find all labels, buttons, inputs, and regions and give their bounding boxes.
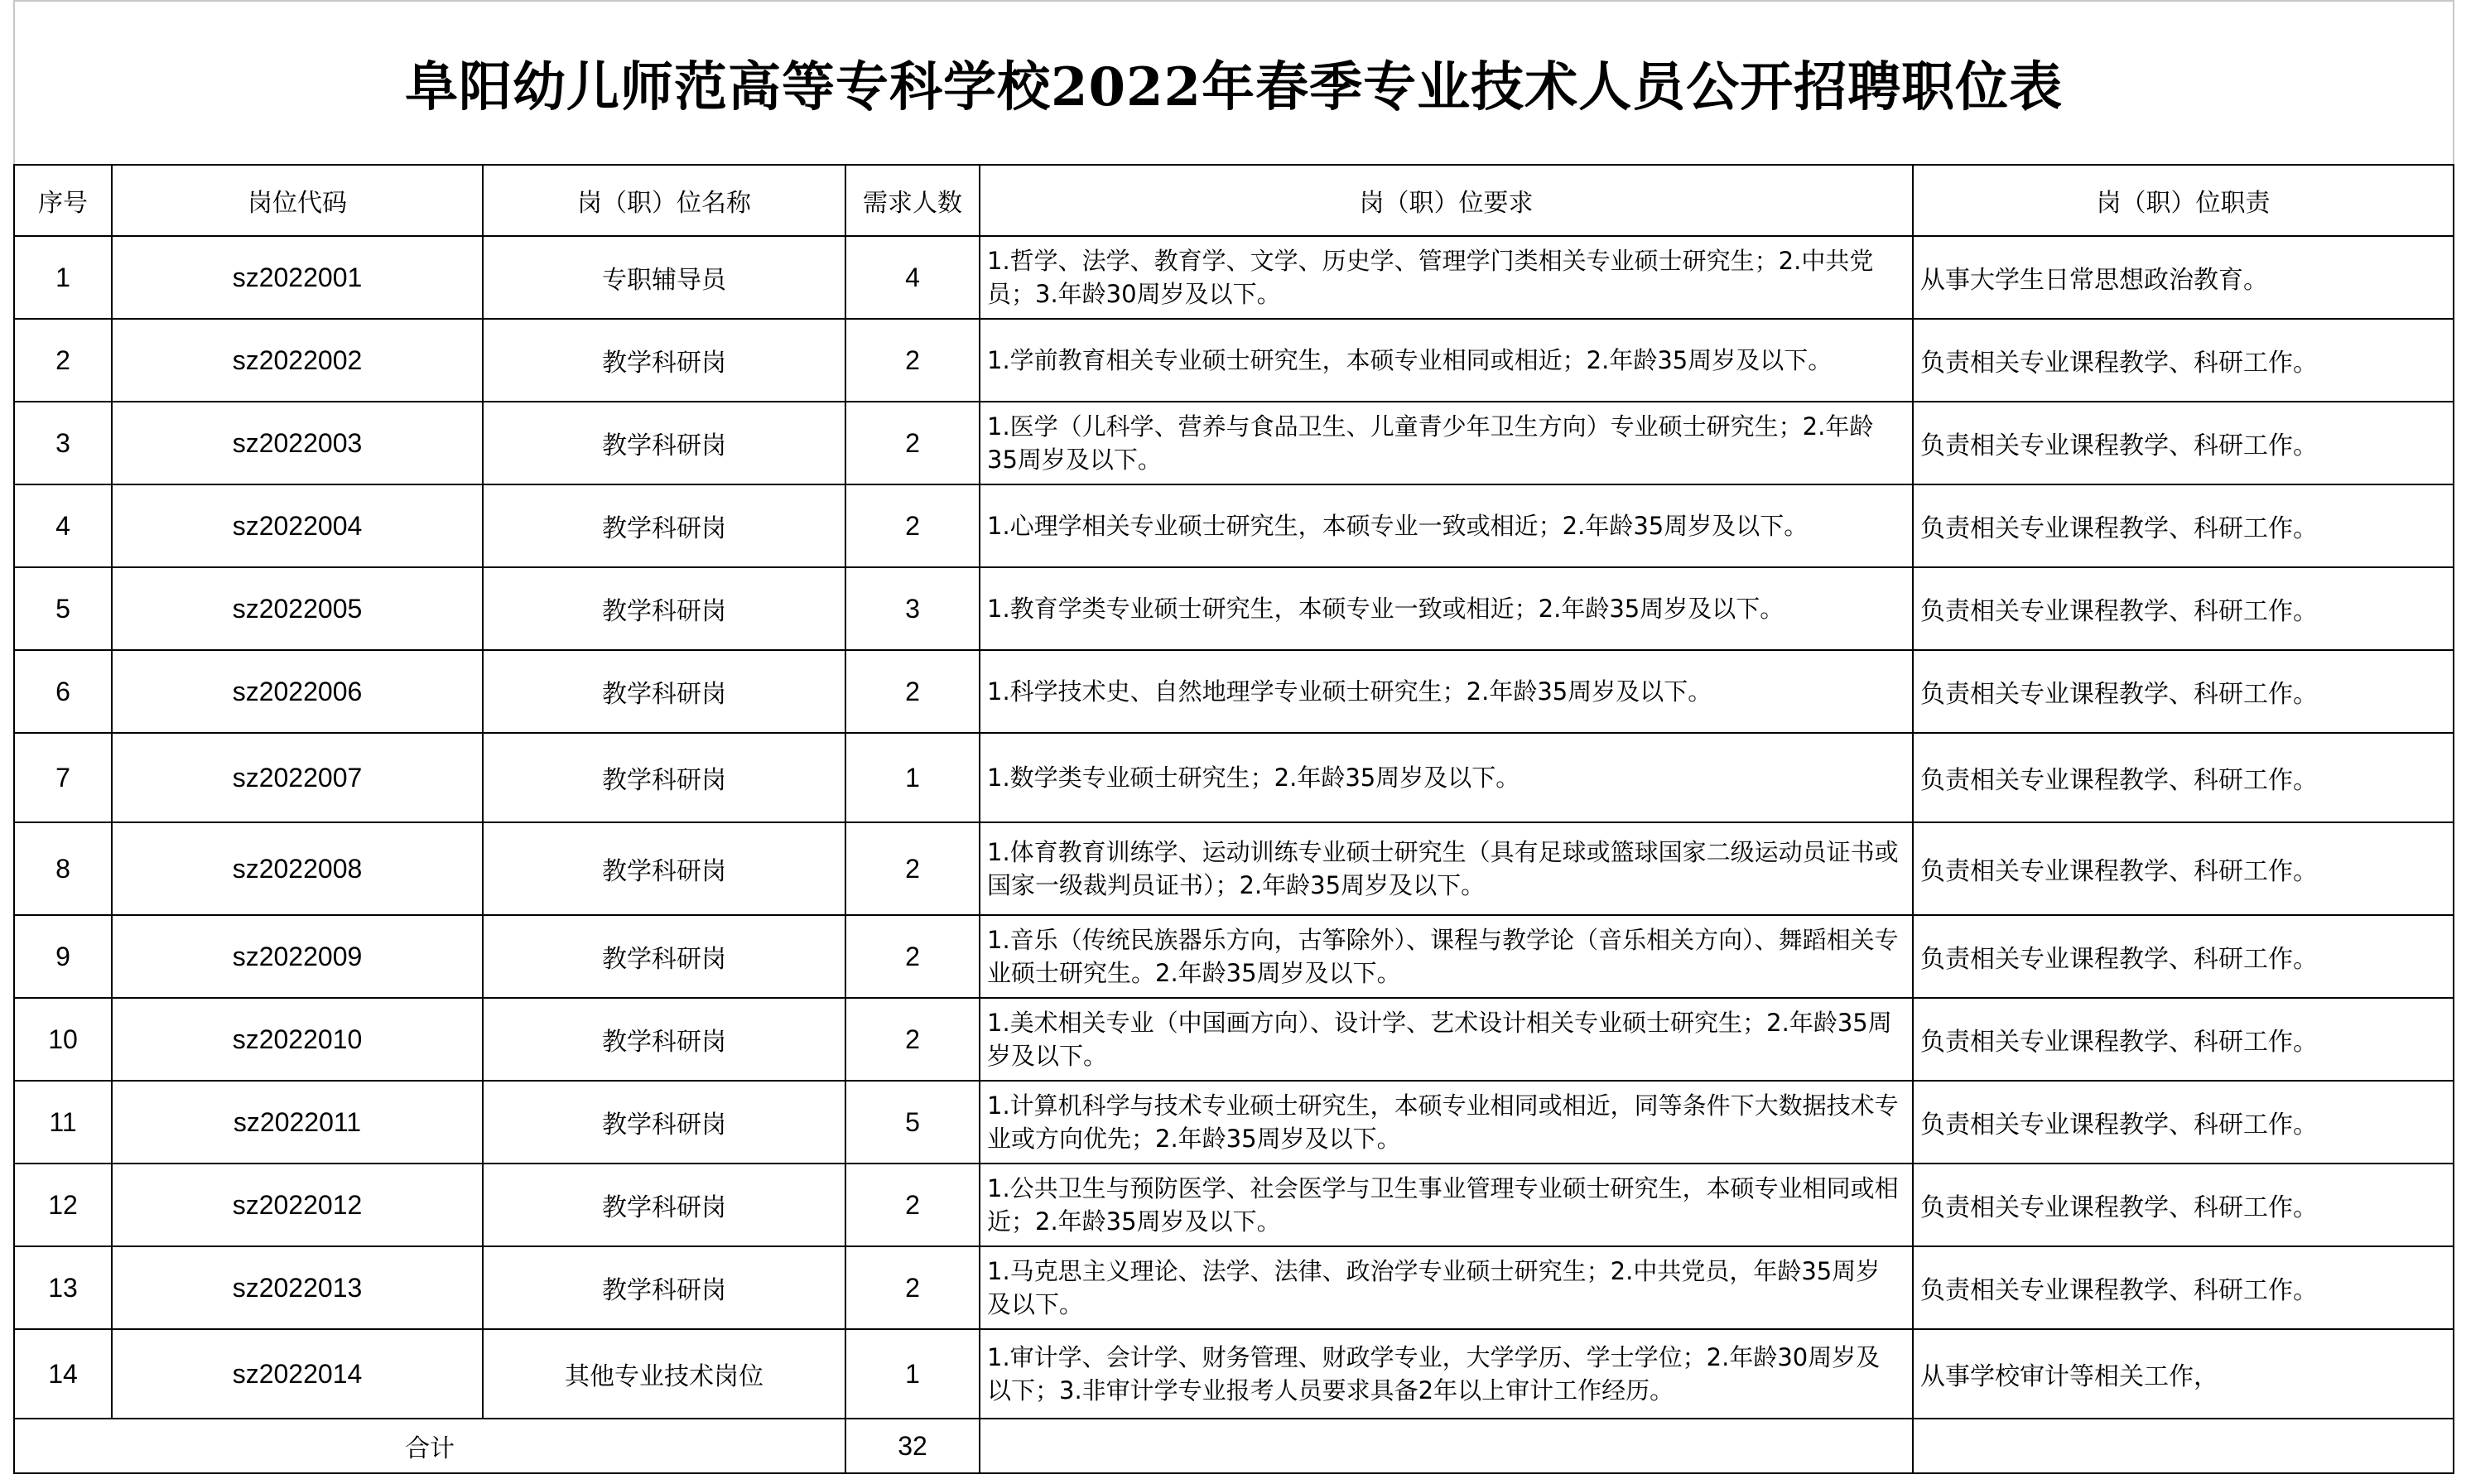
table-row [14, 650, 2454, 733]
cell-duties: 负责相关专业课程教学、科研工作。 [1913, 567, 2454, 650]
cell-requirements: 1.公共卫生与预防医学、社会医学与卫生事业管理专业硕士研究生，本硕专业相同或相近；2.年龄35周岁及以下。 [980, 1164, 1913, 1246]
table-row [14, 998, 2454, 1081]
title-row [14, 1, 2454, 165]
cell-requirements: 1.审计学、会计学、财务管理、财政学专业，大学学历、学士学位；2.年龄30周岁及以下；3.非审计学专业报考人员要求具备2年以上审计工作经历。 [980, 1329, 1913, 1419]
cell-duties: 负责相关专业课程教学、科研工作。 [1913, 1164, 2454, 1246]
cell-requirements: 1.心理学相关专业硕士研究生，本硕专业一致或相近；2.年龄35周岁及以下。 [980, 484, 1913, 567]
cell-duties: 负责相关专业课程教学、科研工作。 [1913, 915, 2454, 998]
cell-index: 7 [14, 733, 112, 822]
cell-code: sz2022013 [112, 1246, 483, 1329]
cell-position-name: 教学科研岗 [483, 1164, 845, 1246]
cell-requirements: 1.科学技术史、自然地理学专业硕士研究生；2.年龄35周岁及以下。 [980, 650, 1913, 733]
cell-count: 2 [845, 402, 980, 484]
cell-requirements: 1.音乐（传统民族器乐方向，古筝除外）、课程与教学论（音乐相关方向）、舞蹈相关专业硕士研究生。2.年龄35周岁及以下。 [980, 915, 1913, 998]
cell-code: sz2022014 [112, 1329, 483, 1419]
table-row [14, 319, 2454, 402]
cell-duties: 负责相关专业课程教学、科研工作。 [1913, 319, 2454, 402]
cell-count: 2 [845, 915, 980, 998]
page-title: 阜阳幼儿师范高等专科学校2022年春季专业技术人员公开招聘职位表 [14, 1, 2454, 165]
header-duties: 岗（职）位职责 [1913, 165, 2454, 236]
cell-index: 13 [14, 1246, 112, 1329]
cell-code: sz2022008 [112, 822, 483, 915]
cell-count: 2 [845, 998, 980, 1081]
header-row [14, 165, 2454, 236]
cell-index: 5 [14, 567, 112, 650]
cell-duties: 从事大学生日常思想政治教育。 [1913, 236, 2454, 319]
cell-position-name: 教学科研岗 [483, 319, 845, 402]
cell-code: sz2022002 [112, 319, 483, 402]
cell-requirements: 1.计算机科学与技术专业硕士研究生，本硕专业相同或相近，同等条件下大数据技术专业或方向优先；2.年龄35周岁及以下。 [980, 1081, 1913, 1164]
cell-index: 1 [14, 236, 112, 319]
table-row [14, 1329, 2454, 1419]
cell-count: 4 [845, 236, 980, 319]
cell-position-name: 教学科研岗 [483, 650, 845, 733]
cell-count: 2 [845, 650, 980, 733]
total-row [14, 1419, 2454, 1473]
table-row [14, 402, 2454, 484]
cell-index: 3 [14, 402, 112, 484]
cell-requirements: 1.美术相关专业（中国画方向）、设计学、艺术设计相关专业硕士研究生；2.年龄35周岁及以下。 [980, 998, 1913, 1081]
table-row [14, 1081, 2454, 1164]
cell-code: sz2022001 [112, 236, 483, 319]
cell-index: 14 [14, 1329, 112, 1419]
cell-requirements: 1.马克思主义理论、法学、法律、政治学专业硕士研究生；2.中共党员，年龄35周岁及以下。 [980, 1246, 1913, 1329]
cell-duties: 负责相关专业课程教学、科研工作。 [1913, 402, 2454, 484]
cell-position-name: 教学科研岗 [483, 998, 845, 1081]
cell-duties: 负责相关专业课程教学、科研工作。 [1913, 998, 2454, 1081]
table-row [14, 236, 2454, 319]
header-code: 岗位代码 [112, 165, 483, 236]
header-requirements: 岗（职）位要求 [980, 165, 1913, 236]
cell-requirements: 1.教育学类专业硕士研究生，本硕专业一致或相近；2.年龄35周岁及以下。 [980, 567, 1913, 650]
cell-position-name: 教学科研岗 [483, 484, 845, 567]
cell-count: 1 [845, 733, 980, 822]
cell-index: 8 [14, 822, 112, 915]
header-count: 需求人数 [845, 165, 980, 236]
cell-position-name: 教学科研岗 [483, 822, 845, 915]
cell-duties: 负责相关专业课程教学、科研工作。 [1913, 733, 2454, 822]
cell-duties: 负责相关专业课程教学、科研工作。 [1913, 822, 2454, 915]
positions-table [13, 0, 2454, 1474]
cell-position-name: 教学科研岗 [483, 1081, 845, 1164]
cell-duties: 负责相关专业课程教学、科研工作。 [1913, 650, 2454, 733]
table-row [14, 733, 2454, 822]
cell-index: 6 [14, 650, 112, 733]
cell-index: 4 [14, 484, 112, 567]
cell-code: sz2022010 [112, 998, 483, 1081]
cell-count: 2 [845, 1246, 980, 1329]
cell-index: 10 [14, 998, 112, 1081]
cell-count: 2 [845, 1164, 980, 1246]
header-index: 序号 [14, 165, 112, 236]
cell-position-name: 其他专业技术岗位 [483, 1329, 845, 1419]
cell-requirements: 1.哲学、法学、教育学、文学、历史学、管理学门类相关专业硕士研究生；2.中共党员；3.年龄30周岁及以下。 [980, 236, 1913, 319]
total-empty-duties [1913, 1419, 2454, 1473]
cell-code: sz2022004 [112, 484, 483, 567]
cell-code: sz2022006 [112, 650, 483, 733]
table-row [14, 484, 2454, 567]
cell-code: sz2022007 [112, 733, 483, 822]
cell-code: sz2022012 [112, 1164, 483, 1246]
cell-duties: 负责相关专业课程教学、科研工作。 [1913, 1246, 2454, 1329]
cell-position-name: 教学科研岗 [483, 1246, 845, 1329]
cell-count: 1 [845, 1329, 980, 1419]
cell-requirements: 1.数学类专业硕士研究生；2.年龄35周岁及以下。 [980, 733, 1913, 822]
cell-code: sz2022009 [112, 915, 483, 998]
cell-position-name: 专职辅导员 [483, 236, 845, 319]
cell-count: 2 [845, 319, 980, 402]
total-count: 32 [845, 1419, 980, 1473]
cell-duties: 负责相关专业课程教学、科研工作。 [1913, 484, 2454, 567]
cell-index: 2 [14, 319, 112, 402]
cell-count: 2 [845, 822, 980, 915]
cell-requirements: 1.体育教育训练学、运动训练专业硕士研究生（具有足球或篮球国家二级运动员证书或国家一级裁判员证书）；2.年龄35周岁及以下。 [980, 822, 1913, 915]
table-row [14, 822, 2454, 915]
cell-duties: 负责相关专业课程教学、科研工作。 [1913, 1081, 2454, 1164]
cell-requirements: 1.医学（儿科学、营养与食品卫生、儿童青少年卫生方向）专业硕士研究生；2.年龄35周岁及以下。 [980, 402, 1913, 484]
table-row [14, 567, 2454, 650]
cell-index: 9 [14, 915, 112, 998]
header-name: 岗（职）位名称 [483, 165, 845, 236]
table-row [14, 1164, 2454, 1246]
cell-position-name: 教学科研岗 [483, 402, 845, 484]
cell-index: 12 [14, 1164, 112, 1246]
cell-code: sz2022003 [112, 402, 483, 484]
cell-count: 2 [845, 484, 980, 567]
cell-count: 5 [845, 1081, 980, 1164]
cell-position-name: 教学科研岗 [483, 915, 845, 998]
cell-code: sz2022011 [112, 1081, 483, 1164]
cell-code: sz2022005 [112, 567, 483, 650]
table-row [14, 1246, 2454, 1329]
cell-count: 3 [845, 567, 980, 650]
table-row [14, 915, 2454, 998]
cell-position-name: 教学科研岗 [483, 567, 845, 650]
total-label: 合计 [14, 1419, 845, 1473]
cell-index: 11 [14, 1081, 112, 1164]
recruitment-sheet [13, 0, 2453, 1474]
cell-position-name: 教学科研岗 [483, 733, 845, 822]
cell-duties: 从事学校审计等相关工作， [1913, 1329, 2454, 1419]
cell-requirements: 1.学前教育相关专业硕士研究生，本硕专业相同或相近；2.年龄35周岁及以下。 [980, 319, 1913, 402]
total-empty-requirements [980, 1419, 1913, 1473]
